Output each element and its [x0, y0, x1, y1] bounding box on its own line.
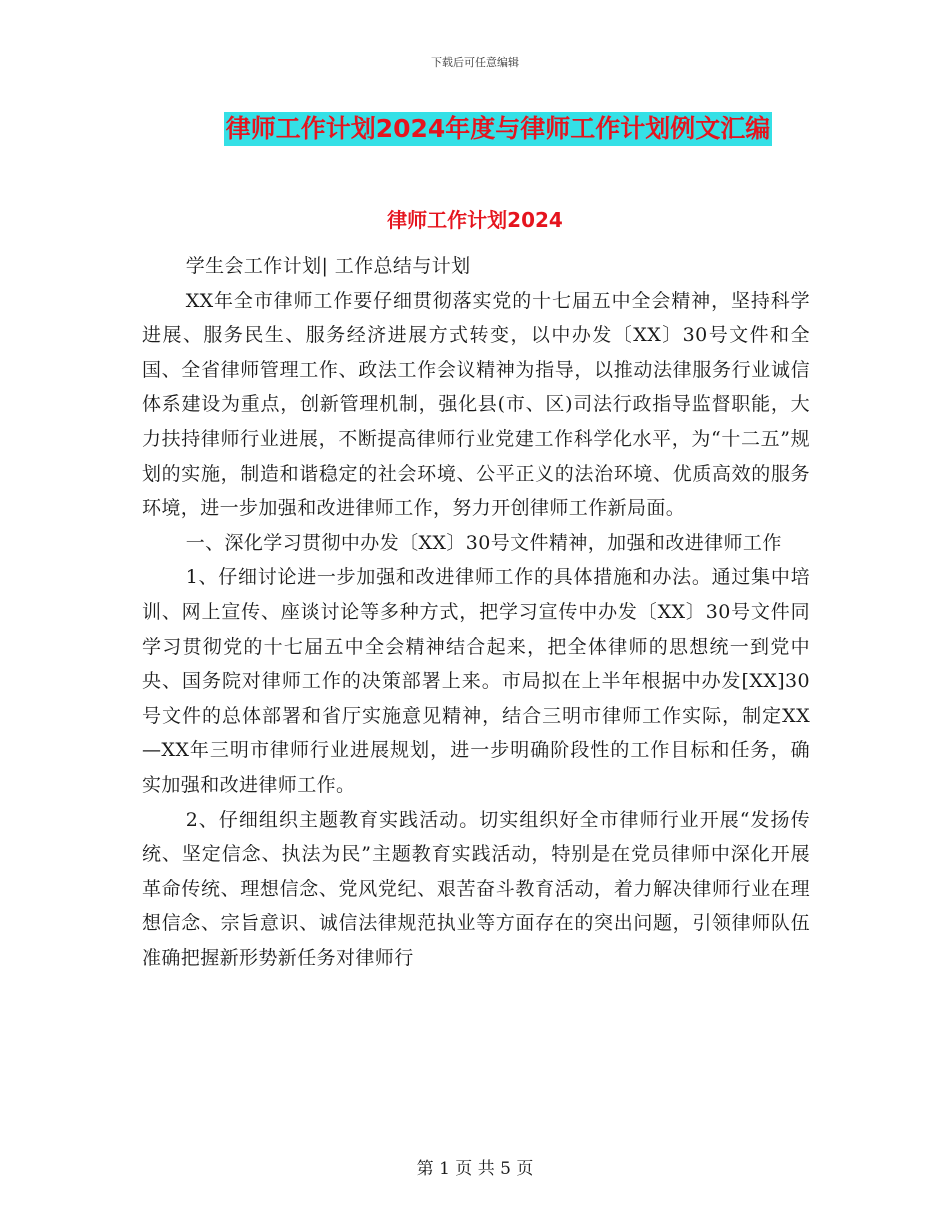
page-number-footer: 第 1 页 共 5 页 [416, 1159, 534, 1179]
document-body [142, 249, 810, 975]
paragraph-item-2: 2、仔细组织主题教育实践活动。切实组织好全市律师行业开展“发扬传统、坚定信念、执法为民”主题教育实践活动，特别是在党员律师中深化开展革命传统、理想信念、党风党纪、艰苦奋斗教育活动，着力解决律师行业在理想信念、宗旨意识、诚信法律规范执业等方面存在的突出问题，引领律师队伍准确把握新形势新任务对律师行 [142, 808, 810, 969]
section-title: 律师工作计划2024 [387, 208, 563, 232]
paragraph-item-1: 1、仔细讨论进一步加强和改进律师工作的具体措施和办法。通过集中培训、网上宣传、座谈讨论等多种方式，把学习宣传中办发〔XX〕30号文件同学习贯彻党的十七届五中全会精神结合起来，把全体律师的思想统一到党中央、国务院对律师工作的决策部署上来。市局拟在上半年根据中办发[XX]30号文件的总体部署和省厅实施意见精神，结合三明市律师工作实际，制定XX—XX年三明市律师行业进展规划，进一步明确阶段性的工作目标和任务，确实加强和改进律师工作。 [142, 566, 810, 796]
header-note: 下载后可任意编辑 [431, 56, 519, 69]
paragraph-intro: XX年全市律师工作要仔细贯彻落实党的十七届五中全会精神，坚持科学进展、服务民生、服务经济进展方式转变，以中办发〔XX〕30号文件和全国、全省律师管理工作、政法工作会议精神为指导，以推动法律服务行业诚信体系建设为重点，创新管理机制，强化县(市、区)司法行政指导监督职能，大力扶持律师行业进展，不断提高律师行业党建工作科学化水平，为“十二五”规划的实施，制造和谐稳定的社会环境、公平正义的法治环境、优质高效的服务环境，进一步加强和改进律师工作，努力开创律师工作新局面。 [142, 289, 810, 520]
document-title: 律师工作计划2024年度与律师工作计划例文汇编 [224, 112, 773, 146]
paragraph-category-line: 学生会工作计划| 工作总结与计划 [185, 255, 471, 277]
main-title-container [0, 112, 950, 146]
paragraph-section-heading: 一、深化学习贯彻中办发〔XX〕30号文件精神，加强和改进律师工作 [185, 531, 782, 554]
